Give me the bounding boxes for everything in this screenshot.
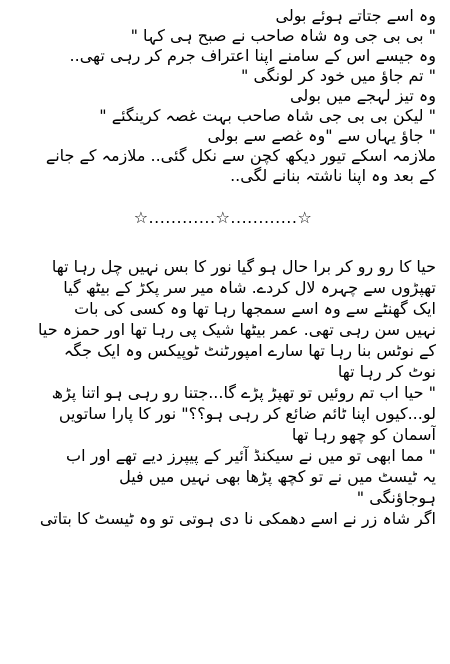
section-gap (10, 186, 436, 208)
text-line: لو...کیوں اپنا ٹائم ضائع کر رہی ہو؟؟" نور کا پارا ساتویں (58, 404, 436, 423)
text-line: " جاؤ یہاں سے "وہ غصے سے بولی (207, 126, 436, 145)
text-line: " حیا اب تم روئیں تو تھپڑ پڑے گا...جتنا رو رہی ہو اتنا پڑھ (51, 383, 436, 402)
paragraph-block-haya-test (10, 256, 436, 529)
text-line: نوٹ کر رہا تھا (337, 362, 436, 381)
section-gap (10, 228, 436, 250)
star-separator: ☆............☆............☆ (133, 208, 313, 227)
paragraph-block-maid-dialogue (10, 6, 436, 186)
text-line: " لیکن بی بی جی شاہ صاحب بہت غصہ کرینگئے " (99, 106, 436, 125)
text-line: کے نوٹس بنا رہا تھا سارے امپورٹنٹ ٹوپیکس وہ ایک جگہ (63, 341, 436, 360)
text-line: تھپڑوں سے چہرہ لال کردے. شاہ میر سر پکڑ کے بیٹھ گیا (63, 278, 436, 297)
text-line: آسمان کو چھو رہا تھا (291, 425, 436, 444)
text-line: حیا کا رو رو کر برا حال ہو گیا نور کا بس نہیں چل رہا تھا (51, 257, 436, 276)
text-line: وہ تیز لہجے میں بولی (289, 86, 436, 105)
text-line: وہ اسے جتاتے ہوئے بولی (275, 6, 436, 25)
text-line: ہوجاؤنگی " (356, 488, 436, 507)
text-line: " تم جاؤ میں خود کر لونگی " (241, 66, 436, 85)
text-line: نہیں سن رہی تھی. عمر بیٹھا شیک پی رہا تھا اور حمزہ حیا (38, 320, 436, 339)
text-line: اگر شاہ زر نے اسے دھمکی نا دی ہوتی تو وہ ٹیسٹ کا بتاتی (39, 509, 436, 528)
text-line: یہ ٹیسٹ میں نے تو کچھ پڑھا بھی نہیں میں فیل (119, 467, 436, 486)
text-line: " بی بی جی وہ شاہ صاحب نے صبح ہی کہا " (130, 26, 436, 45)
text-line: وہ جیسے اس کے سامنے اپنا اعتراف جرم کر رہی تھی.. (69, 46, 436, 65)
text-line: ایک گھنٹے سے وہ اسے سمجھا رہا تھا وہ کسی کی بات (74, 299, 436, 318)
text-line: " مما ابھی تو میں نے سیکنڈ آئیر کے پیپرز دیے تھے اور اب (66, 446, 436, 465)
text-line: کے بعد وہ اپنا ناشتہ بنانے لگی.. (230, 166, 436, 185)
text-line: ملازمہ اسکے تیور دیکھ کچن سے نکل گئی.. ملازمہ کے جانے (45, 146, 436, 165)
